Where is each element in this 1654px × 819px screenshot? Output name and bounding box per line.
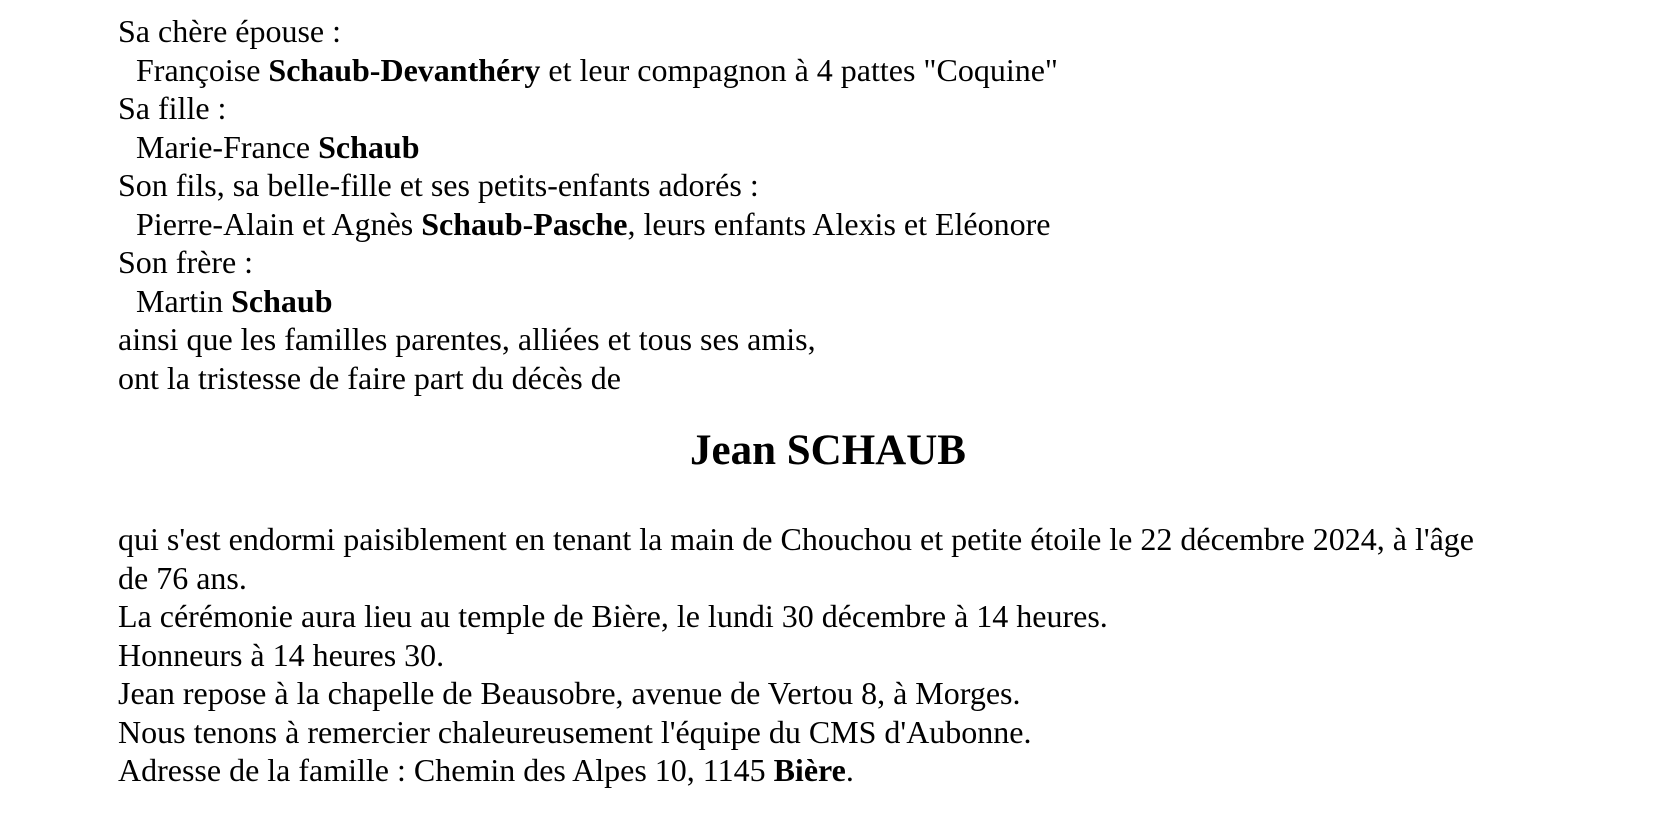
daughter-surname: Schaub xyxy=(318,128,420,165)
details-block xyxy=(118,520,1538,790)
text-segment: Marie-France xyxy=(136,128,319,165)
text-segment: qui s'est endormi paisiblement en tenant la main de Chouchou et petite étoile le 22 décembre 2024, à l'âge xyxy=(118,521,1474,557)
text-segment: et leur compagnon à 4 pattes "Coquine" xyxy=(540,51,1058,88)
text-segment: Sa chère épouse : xyxy=(118,13,342,49)
son-family-label-line xyxy=(118,166,1538,205)
text-segment: Son fils, sa belle-fille et ses petits-enfants adorés : xyxy=(118,167,759,203)
text-segment: , leurs enfants Alexis et Eléonore xyxy=(627,205,1051,242)
text-segment: ainsi que les familles parentes, alliées et tous ses amis, xyxy=(118,321,816,357)
brother-name-line xyxy=(118,282,1538,321)
age-line xyxy=(118,559,1538,598)
honneurs-line xyxy=(118,636,1538,675)
spouse-label-line xyxy=(118,12,1538,51)
ceremony-line xyxy=(118,597,1538,636)
text-segment: Adresse de la famille : Chemin des Alpes 10, 1145 xyxy=(118,752,774,788)
announcement-line xyxy=(118,359,1538,398)
text-segment: Honneurs à 14 heures 30. xyxy=(118,636,445,673)
son-family-names-line xyxy=(118,205,1538,244)
text-segment: de 76 ans. xyxy=(118,559,247,596)
text-segment: Françoise xyxy=(136,51,269,88)
brother-surname: Schaub xyxy=(231,282,333,319)
daughter-label-line xyxy=(118,89,1538,128)
text-segment: Sa fille : xyxy=(118,90,227,126)
brother-label-line xyxy=(118,243,1538,282)
text-segment: La cérémonie aura lieu au temple de Bière, le lundi 30 décembre à 14 heures. xyxy=(118,598,1108,634)
deceased-name-title: Jean SCHAUB xyxy=(690,427,966,474)
address-town: Bière xyxy=(773,752,846,788)
family-address-line xyxy=(118,751,1538,790)
death-details-line xyxy=(118,520,1538,559)
son-surname: Schaub-Pasche xyxy=(421,205,628,242)
text-segment: Son frère : xyxy=(118,244,254,280)
families-friends-line xyxy=(118,320,1538,359)
text-segment: ont la tristesse de faire part du décès de xyxy=(118,359,621,396)
text-segment: Pierre-Alain et Agnès xyxy=(136,205,422,242)
text-segment: . xyxy=(845,752,854,788)
text-segment: Nous tenons à remercier chaleureusement l'équipe du CMS d'Aubonne. xyxy=(118,713,1032,750)
spouse-surname: Schaub-Devanthéry xyxy=(268,51,541,88)
repose-line xyxy=(118,674,1538,713)
family-block xyxy=(118,12,1538,397)
text-segment: Jean repose à la chapelle de Beausobre, avenue de Vertou 8, à Morges. xyxy=(118,675,1021,711)
daughter-name-line xyxy=(118,128,1538,167)
text-segment: Martin xyxy=(136,282,232,319)
spouse-name-line xyxy=(118,51,1538,90)
thanks-line xyxy=(118,713,1538,752)
